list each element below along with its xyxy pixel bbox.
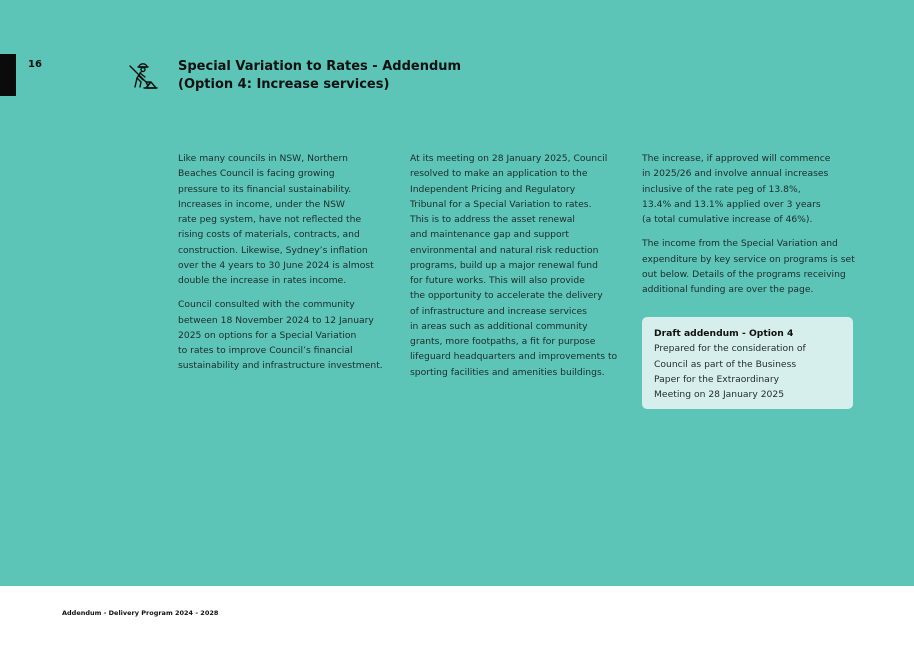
paragraph	[178, 151, 390, 288]
text-line: resolved to make an application to the	[410, 168, 588, 180]
text-line: construction. Likewise, Sydney’s inflation	[178, 244, 368, 256]
text-line: of infrastructure and increase services	[410, 305, 587, 317]
callout-line: Meeting on 28 January 2025	[654, 389, 785, 400]
text-line: in areas such as additional community	[410, 320, 588, 332]
text-line: additional funding are over the page.	[642, 284, 814, 295]
text-line: over the 4 years to 30 June 2024 is almost	[178, 259, 374, 271]
text-line: for future works. This will also provide	[410, 275, 585, 286]
title-line-2: (Option 4: Increase services)	[178, 77, 390, 92]
text-line: Like many councils in NSW, Northern	[178, 153, 348, 164]
text-line: and maintenance gap and support	[410, 229, 570, 241]
text-column-1	[178, 151, 390, 383]
text-line: in 2025/26 and involve annual increases	[642, 168, 829, 180]
page-number: 16	[28, 59, 42, 70]
text-line: between 18 November 2024 to 12 January	[178, 314, 374, 326]
callout-heading: Draft addendum - Option 4	[654, 328, 794, 339]
text-line: Increases in income, under the NSW	[178, 198, 345, 210]
text-line: 13.4% and 13.1% applied over 3 years	[642, 198, 821, 210]
text-line: grants, more footpaths, a fit for purpose	[410, 336, 596, 347]
text-line: to rates to improve Council’s financial	[178, 345, 353, 356]
text-line: inclusive of the rate peg of 13.8%,	[642, 183, 801, 195]
text-line: sporting facilities and amenities buildings.	[410, 366, 605, 378]
text-line: sustainability and infrastructure investment.	[178, 360, 383, 372]
paragraph	[642, 151, 857, 227]
text-line: Tribunal for a Special Variation to rates.	[410, 198, 592, 210]
text-line: rate peg system, have not reflected the	[178, 214, 362, 225]
draft-addendum-callout	[642, 317, 853, 409]
page-tab-marker	[0, 54, 16, 96]
text-column-2	[410, 151, 625, 389]
text-line: programs, build up a major renewal fund	[410, 259, 598, 271]
text-line: pressure to its financial sustainability.	[178, 183, 352, 195]
text-line: (a total cumulative increase of 46%).	[642, 214, 813, 225]
text-line: lifeguard headquarters and improvements to	[410, 351, 618, 363]
callout-line: Prepared for the consideration of	[654, 343, 806, 355]
callout-line: Paper for the Extraordinary	[654, 373, 780, 385]
text-line: rising costs of materials, contracts, and	[178, 229, 360, 241]
text-line: At its meeting on 28 January 2025, Council	[410, 153, 608, 164]
paragraph	[178, 297, 390, 373]
text-line: Council consulted with the community	[178, 299, 355, 311]
text-column-3	[642, 151, 857, 306]
text-line: This is to address the asset renewal	[410, 214, 575, 225]
text-line: out below. Details of the programs receiving	[642, 268, 846, 280]
footer-document-title: Addendum - Delivery Program 2024 - 2028	[62, 609, 219, 617]
callout-line: Council as part of the Business	[654, 358, 797, 370]
text-line: expenditure by key service on programs is set	[642, 253, 855, 265]
page-title	[178, 58, 578, 94]
text-line: The increase, if approved will commence	[642, 153, 831, 164]
text-line: double the increase in rates income.	[178, 275, 347, 286]
text-line: 2025 on options for a Special Variation	[178, 329, 357, 341]
paragraph	[642, 236, 857, 297]
worker-digging-icon	[126, 60, 158, 92]
title-line-1: Special Variation to Rates - Addendum	[178, 59, 462, 74]
paragraph	[410, 151, 625, 380]
text-line: Beaches Council is facing growing	[178, 168, 335, 180]
text-line: Independent Pricing and Regulatory	[410, 183, 576, 195]
text-line: environmental and natural risk reduction	[410, 244, 599, 256]
text-line: the opportunity to accelerate the delivery	[410, 290, 603, 302]
text-line: The income from the Special Variation and	[642, 238, 838, 250]
